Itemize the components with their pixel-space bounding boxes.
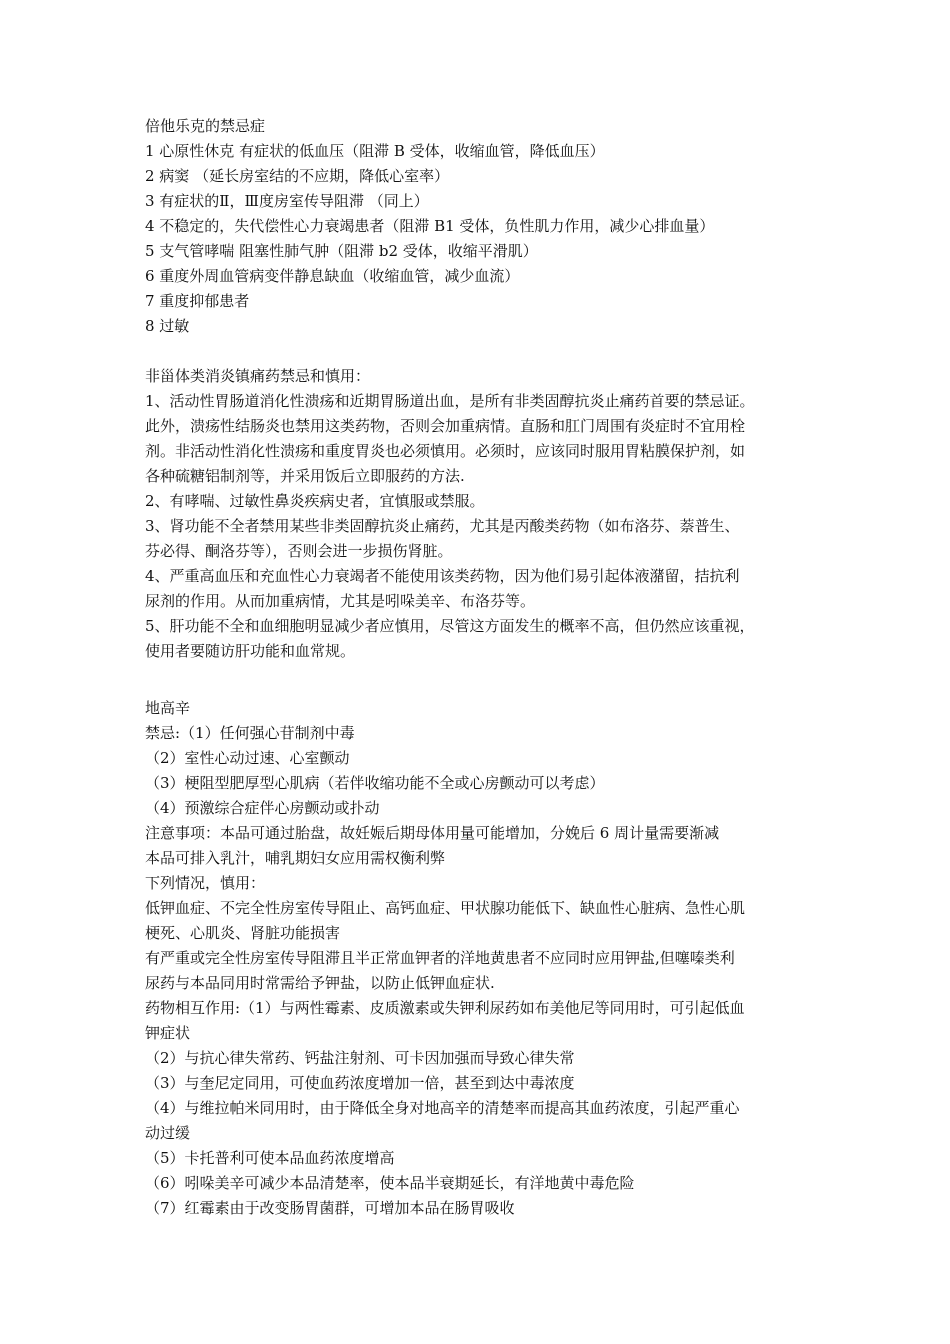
section-title-betaloc: 倍他乐克的禁忌症 — [145, 117, 266, 135]
paragraph-line: 各种硫糖铝制剂等，并采用饭后立即服药的方法. — [145, 467, 465, 485]
list-item: 7 重度抑郁患者 — [145, 292, 250, 310]
paragraph-line: 有严重或完全性房室传导阻滞且半正常血钾者的洋地黄患者不应同时应用钾盐,但噻嗪类利 — [145, 949, 735, 967]
list-item: 1 心原性休克 有症状的低血压（阻滞 B 受体，收缩血管，降低血压） — [145, 142, 605, 160]
paragraph-line: 动过缓 — [145, 1124, 191, 1142]
paragraph-line: 尿药与本品同用时常需给予钾盐，以防止低钾血症状. — [145, 974, 495, 992]
paragraph-line: 低钾血症、不完全性房室传导阻止、高钙血症、甲状腺功能低下、缺血性心脏病、急性心肌 — [145, 899, 746, 917]
section-title-digoxin: 地高辛 — [145, 699, 191, 717]
paragraph-line: 芬必得、酮洛芬等），否则会进一步损伤肾脏。 — [145, 542, 453, 560]
paragraph-line: 1、活动性胃肠道消化性溃疡和近期胃肠道出血，是所有非类固醇抗炎止痛药首要的禁忌证。 — [145, 392, 755, 410]
list-item: 2 病窦 （延长房室结的不应期，降低心室率） — [145, 167, 450, 185]
list-item: 8 过敏 — [145, 317, 190, 335]
paragraph-line: 本品可排入乳汁，哺乳期妇女应用需权衡利弊 — [145, 849, 446, 867]
paragraph-line: （7）红霉素由于改变肠胃菌群，可增加本品在肠胃吸收 — [145, 1199, 515, 1217]
paragraph-line: 3、肾功能不全者禁用某些非类固醇抗炎止痛药，尤其是丙酸类药物（如布洛芬、萘普生、 — [145, 517, 740, 535]
list-item: 4 不稳定的，失代偿性心力衰竭患者（阻滞 B1 受体，负性肌力作用，减少心排血量） — [145, 217, 715, 235]
paragraph-line: 注意事项：本品可通过胎盘，故妊娠后期母体用量可能增加，分娩后 6 周计量需要渐减 — [145, 824, 720, 842]
paragraph-line: （6）吲哚美辛可减少本品清楚率，使本品半衰期延长，有洋地黄中毒危险 — [145, 1174, 635, 1192]
list-item: 6 重度外周血管病变伴静息缺血（收缩血管，减少血流） — [145, 267, 520, 285]
paragraph-line: （4）预激综合症伴心房颤动或扑动 — [145, 799, 380, 817]
paragraph-line: 尿剂的作用。从而加重病情，尤其是吲哚美辛、布洛芬等。 — [145, 592, 536, 610]
paragraph-line: 剂。非活动性消化性溃疡和重度胃炎也必须慎用。必须时，应该同时服用胃粘膜保护剂，如 — [145, 442, 746, 460]
paragraph-line: 梗死、心肌炎、肾脏功能损害 — [145, 924, 341, 942]
paragraph-line: 使用者要随访肝功能和血常规。 — [145, 642, 356, 660]
paragraph-line: （4）与维拉帕米同用时，由于降低全身对地高辛的清楚率而提高其血药浓度，引起严重心 — [145, 1099, 740, 1117]
paragraph-line: 此外，溃疡性结肠炎也禁用这类药物，否则会加重病情。直肠和肛门周围有炎症时不宜用栓 — [145, 417, 746, 435]
paragraph-line: （2）与抗心律失常药、钙盐注射剂、可卡因加强而导致心律失常 — [145, 1049, 575, 1067]
paragraph-line: 药物相互作用:（1）与两性霉素、皮质激素或失钾利尿药如布美他尼等同用时，可引起低血 — [145, 999, 745, 1017]
paragraph-line: 5、肝功能不全和血细胞明显减少者应慎用，尽管这方面发生的概率不高，但仍然应该重视， — [145, 617, 755, 635]
paragraph-line: （3）梗阻型肥厚型心肌病（若伴收缩功能不全或心房颤动可以考虑） — [145, 774, 605, 792]
paragraph-line: 禁忌:（1）任何强心苷制剂中毒 — [145, 724, 355, 742]
section-spacer — [145, 689, 810, 696]
paragraph-line: （2）室性心动过速、心室颤动 — [145, 749, 350, 767]
paragraph-line: （3）与奎尼定同用，可使血药浓度增加一倍，甚至到达中毒浓度 — [145, 1074, 575, 1092]
document-page — [145, 114, 810, 1221]
paragraph-line: 2、有哮喘、过敏性鼻炎疾病史者，宜慎服或禁服。 — [145, 492, 485, 510]
list-item: 3 有症状的Ⅱ，Ⅲ度房室传导阻滞 （同上） — [145, 192, 429, 210]
section-spacer — [145, 664, 810, 689]
paragraph-line: （5）卡托普利可使本品血药浓度增高 — [145, 1149, 395, 1167]
section-spacer — [145, 339, 810, 364]
paragraph-line: 钾症状 — [145, 1024, 191, 1042]
paragraph-line: 4、严重高血压和充血性心力衰竭者不能使用该类药物，因为他们易引起体液潴留，拮抗利 — [145, 567, 740, 585]
paragraph-line: 下列情况，慎用： — [145, 874, 266, 892]
list-item: 5 支气管哮喘 阻塞性肺气肿（阻滞 b2 受体，收缩平滑肌） — [145, 242, 538, 260]
section-title-nsaid: 非甾体类消炎镇痛药禁忌和慎用： — [145, 367, 371, 385]
